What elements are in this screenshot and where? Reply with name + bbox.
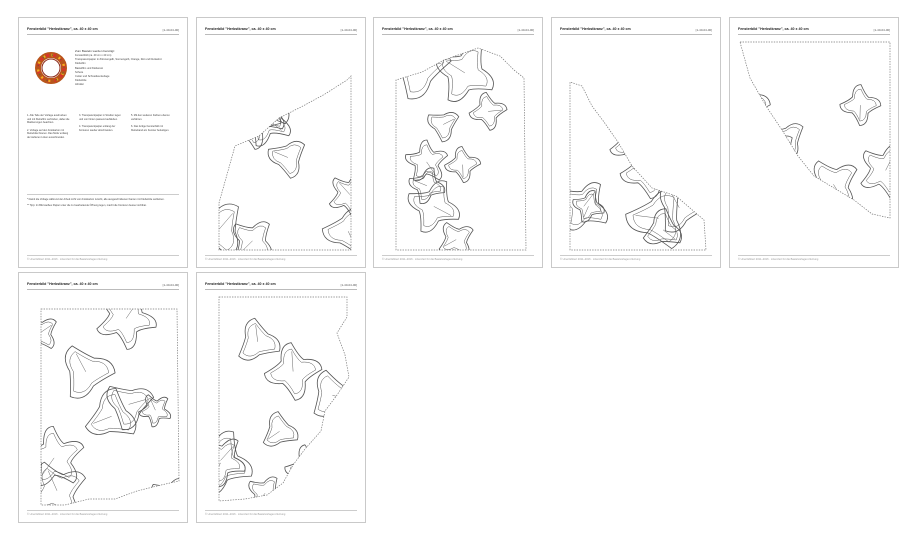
leaf-shape [268, 141, 305, 178]
leaf-vein [678, 81, 683, 96]
notes [27, 198, 177, 211]
leaf-vein [419, 63, 442, 67]
leaf-pattern [374, 18, 543, 268]
step-text: 4. Transparentpapier entlang der Konturen sauber abschneiden. [79, 125, 116, 132]
page-code: [1-40-04-00] [162, 27, 179, 32]
leaf-vein [415, 181, 427, 186]
step-text: 6. Das fertige Fensterbild mit Klebeband am Fenster befestigen. [131, 125, 170, 132]
note-text: ** Tipp: Im Bild weißes Papier unter die zu bearbeitende Öffnung legen, macht die Konturen besser sichtbar. [27, 204, 147, 208]
leaf-shape [739, 90, 766, 118]
leaf-shape [736, 86, 770, 122]
leaf-vein [266, 118, 282, 130]
leaf-vein [663, 230, 675, 239]
leaf-shape [662, 79, 695, 112]
leaf-vein [775, 242, 790, 252]
leaf-shape [267, 416, 294, 443]
footer-rule [205, 510, 357, 511]
leaf-vein [865, 233, 875, 247]
leaf-vein [679, 65, 689, 72]
leaf-vein [76, 354, 86, 372]
cut-outline [41, 309, 179, 505]
leaf-vein [584, 206, 589, 217]
leaf-shape [866, 150, 899, 192]
leaf-shape [243, 79, 283, 119]
leaf-shape [28, 320, 53, 345]
leaf-vein [443, 119, 454, 125]
page-title: Fensterbild "Herbstkranz", ca. 40 x 40 cm [560, 27, 631, 31]
materials-heading: Zum Basteln werden benötigt: [75, 49, 115, 53]
page-title: Fensterbild "Herbstkranz", ca. 40 x 40 cm [382, 27, 453, 31]
page-5-pattern[interactable] [729, 17, 899, 268]
material-item: Cutter und Schneideunterlage [75, 75, 110, 79]
leaf-shape [222, 90, 280, 150]
footer-rule [560, 255, 712, 256]
footer-rule [205, 255, 357, 256]
leaf-pattern [552, 18, 721, 268]
leaf-shape [318, 376, 352, 412]
leaf-shape [678, 52, 703, 78]
page-title: Fensterbild "Herbstkranz", ca. 40 x 40 cm [205, 27, 276, 31]
page-7-pattern[interactable] [196, 272, 366, 523]
leaf-vein [93, 416, 111, 423]
leaf-shape [675, 49, 707, 82]
leaf-shape [840, 85, 881, 126]
page-footer: © Ursel Ebbert 2011–2016 · Lizenziert für die Bastelvorlagen-Nutzung [27, 513, 108, 516]
leaf-shape [744, 136, 804, 194]
note-text: * Damit die Vorlage während der Arbeit nicht vom Fotokarton rutscht, alle ausgeschnittenen Kanten mit Klebefolie verkleben. [27, 198, 165, 201]
leaf-shape [660, 184, 706, 232]
leaf-vein [787, 139, 789, 153]
leaf-shape [431, 115, 455, 138]
leaf-shape [657, 74, 699, 116]
leaf-shape [239, 318, 280, 360]
leaf-vein [840, 224, 852, 238]
leaf-shape [152, 478, 188, 516]
leaf-vein [324, 499, 335, 508]
leaf-shape [97, 291, 157, 349]
leaf-shape [249, 477, 282, 510]
header-rule [27, 34, 179, 35]
leaf-shape [750, 142, 797, 187]
leaf-vein [126, 300, 138, 318]
step-text: 3. Transparentpapier in Streifen legen und von hinten passend aufkleben. [79, 114, 121, 121]
leaf-vein [257, 493, 265, 503]
page-code: [1-40-04-00] [695, 27, 712, 32]
leaf-shape [610, 120, 661, 169]
step-text: 2. Vorlage auf den Fotokarton mit Klebefolie fixieren. Das Motiv entlang der äußeren Linien ausschneiden. [27, 128, 69, 139]
leaf-shape [258, 105, 281, 126]
leaf-shape [290, 450, 327, 488]
footer-rule [27, 510, 179, 511]
leaf-shape [103, 297, 149, 342]
leaf-shape [449, 151, 477, 179]
leaf-shape [25, 317, 57, 349]
page-title: Fensterbild "Herbstkranz", ca. 40 x 40 cm [205, 282, 276, 286]
leaf-shape [860, 231, 890, 261]
page-1-instructions[interactable] [18, 17, 188, 268]
cut-outline [570, 82, 706, 250]
footer-rule [27, 255, 179, 256]
leaf-shape [263, 412, 298, 447]
leaf-pattern [197, 18, 366, 268]
leaf-shape [322, 487, 347, 512]
leaf-shape [197, 209, 234, 250]
leaf-vein [234, 103, 250, 118]
material-item: Klebefilm [75, 62, 86, 66]
page-code: [1-40-04-00] [517, 27, 534, 32]
leaf-pattern [197, 273, 366, 523]
cut-outline [219, 76, 351, 250]
cut-outline [396, 48, 526, 250]
leaf-vein [292, 351, 293, 371]
leaf-pattern [730, 18, 899, 268]
leaf-vein [750, 104, 764, 105]
leaf-shape [772, 127, 799, 155]
leaf-shape [70, 352, 109, 393]
material-item: Schere [75, 70, 84, 74]
leaf-shape [272, 145, 300, 174]
leaf-shape [156, 483, 186, 513]
page-footer: © Ursel Ebbert 2011–2016 · Lizenziert für die Bastelvorlagen-Nutzung [382, 258, 463, 261]
leaf-vein [219, 213, 232, 229]
leaf-shape [861, 145, 899, 198]
page-code: [1-40-04-00] [340, 282, 357, 287]
leaf-shape [626, 149, 669, 192]
footer-rule [738, 255, 890, 256]
leaf-vein [488, 110, 501, 111]
leaf-shape [443, 226, 469, 252]
steps-column-3 [131, 114, 175, 136]
page-code: [1-40-04-00] [162, 282, 179, 287]
leaf-shape [405, 140, 447, 181]
leaf-shape [285, 445, 332, 494]
leaf-shape [844, 89, 876, 121]
section-rule [27, 194, 179, 195]
leaf-shape [328, 213, 362, 249]
material-item: Klebefolie [75, 79, 87, 83]
leaf-pattern [19, 273, 188, 523]
page-footer: © Ursel Ebbert 2011–2016 · Lizenziert für die Bastelvorlagen-Nutzung [27, 258, 108, 261]
page-6-pattern[interactable] [18, 272, 188, 523]
leaf-shape [91, 395, 130, 431]
leaf-vein [348, 231, 356, 248]
materials-list [75, 54, 162, 88]
leaf-vein [42, 458, 55, 476]
leaf-shape [855, 227, 894, 265]
material-item: Bastelfilm und Kleberest [75, 66, 103, 70]
leaf-shape [768, 124, 803, 159]
leaf-vein [259, 118, 270, 121]
cut-outline [740, 42, 890, 218]
step-text: 1. Alle Teile der Vorlage ausdrucken und mit Klebefilm verbinden, dabei die Markierungen beachten. [27, 114, 70, 124]
leaf-shape [329, 174, 366, 217]
leaf-shape [664, 189, 700, 226]
material-item: Transparentpapier in Zitronengelb, Sonnengelb, Orange, Rot und Dunkelrot [75, 58, 162, 62]
leaf-vein [340, 183, 351, 195]
leaf-shape [243, 324, 275, 357]
page-footer: © Ursel Ebbert 2011–2016 · Lizenziert für die Bastelvorlagen-Nutzung [205, 258, 286, 261]
leaf-shape [314, 370, 357, 416]
leaf-shape [392, 43, 451, 99]
leaf-shape [197, 431, 252, 495]
page-footer: © Ursel Ebbert 2011–2016 · Lizenziert für die Bastelvorlagen-Nutzung [560, 258, 641, 261]
leaf-shape [835, 199, 879, 247]
leaf-vein [40, 325, 51, 333]
page-footer: © Ursel Ebbert 2011–2016 · Lizenziert für die Bastelvorlagen-Nutzung [738, 258, 819, 261]
page-code: [1-40-04-00] [873, 27, 890, 32]
wreath-photo [35, 52, 67, 84]
leaf-shape [112, 390, 148, 424]
leaf-vein [274, 152, 288, 158]
leaf-vein [246, 99, 263, 114]
leaf-vein [646, 152, 648, 171]
leaf-vein [635, 143, 636, 162]
step-text: 5. Mit den weiteren Farben ebenso verfahren. [131, 114, 170, 121]
page-title: Fensterbild "Herbstkranz", ca. 40 x 40 cm [738, 27, 809, 31]
leaf-vein [256, 325, 258, 342]
steps-column-2 [79, 114, 123, 136]
page-2-pattern[interactable] [196, 17, 366, 268]
leaf-vein [833, 184, 843, 201]
leaf-vein [293, 468, 311, 470]
leaf-shape [839, 204, 873, 241]
material-item: Fensterbild (ca. 40 cm x 40 cm) [75, 54, 112, 57]
page-code: [1-40-04-00] [340, 27, 357, 32]
leaf-vein [268, 431, 279, 439]
cut-outline [219, 297, 349, 501]
leaf-shape [322, 208, 365, 255]
leaf-shape [197, 204, 239, 256]
page-footer: © Ursel Ebbert 2011–2016 · Lizenziert für die Bastelvorlagen-Nutzung [205, 513, 286, 516]
page-3-pattern[interactable] [373, 17, 543, 268]
leaf-vein [434, 206, 451, 215]
leaf-shape [201, 443, 240, 481]
leaf-vein [444, 240, 456, 247]
steps-column-1 [27, 114, 71, 143]
leaf-shape [255, 102, 284, 129]
leaf-shape [616, 125, 656, 163]
page-title: Fensterbild "Herbstkranz", ca. 40 x 40 cm [27, 282, 98, 286]
leaf-shape [228, 96, 274, 142]
page-4-pattern[interactable] [551, 17, 721, 268]
leaf-shape [252, 480, 278, 505]
leaf-shape [620, 143, 675, 198]
material-item: Abroller [75, 83, 84, 87]
footer-rule [382, 255, 534, 256]
page-title: Fensterbild "Herbstkranz", ca. 40 x 40 cm [27, 27, 98, 31]
leaf-shape [469, 92, 507, 130]
leaf-vein [162, 498, 171, 510]
